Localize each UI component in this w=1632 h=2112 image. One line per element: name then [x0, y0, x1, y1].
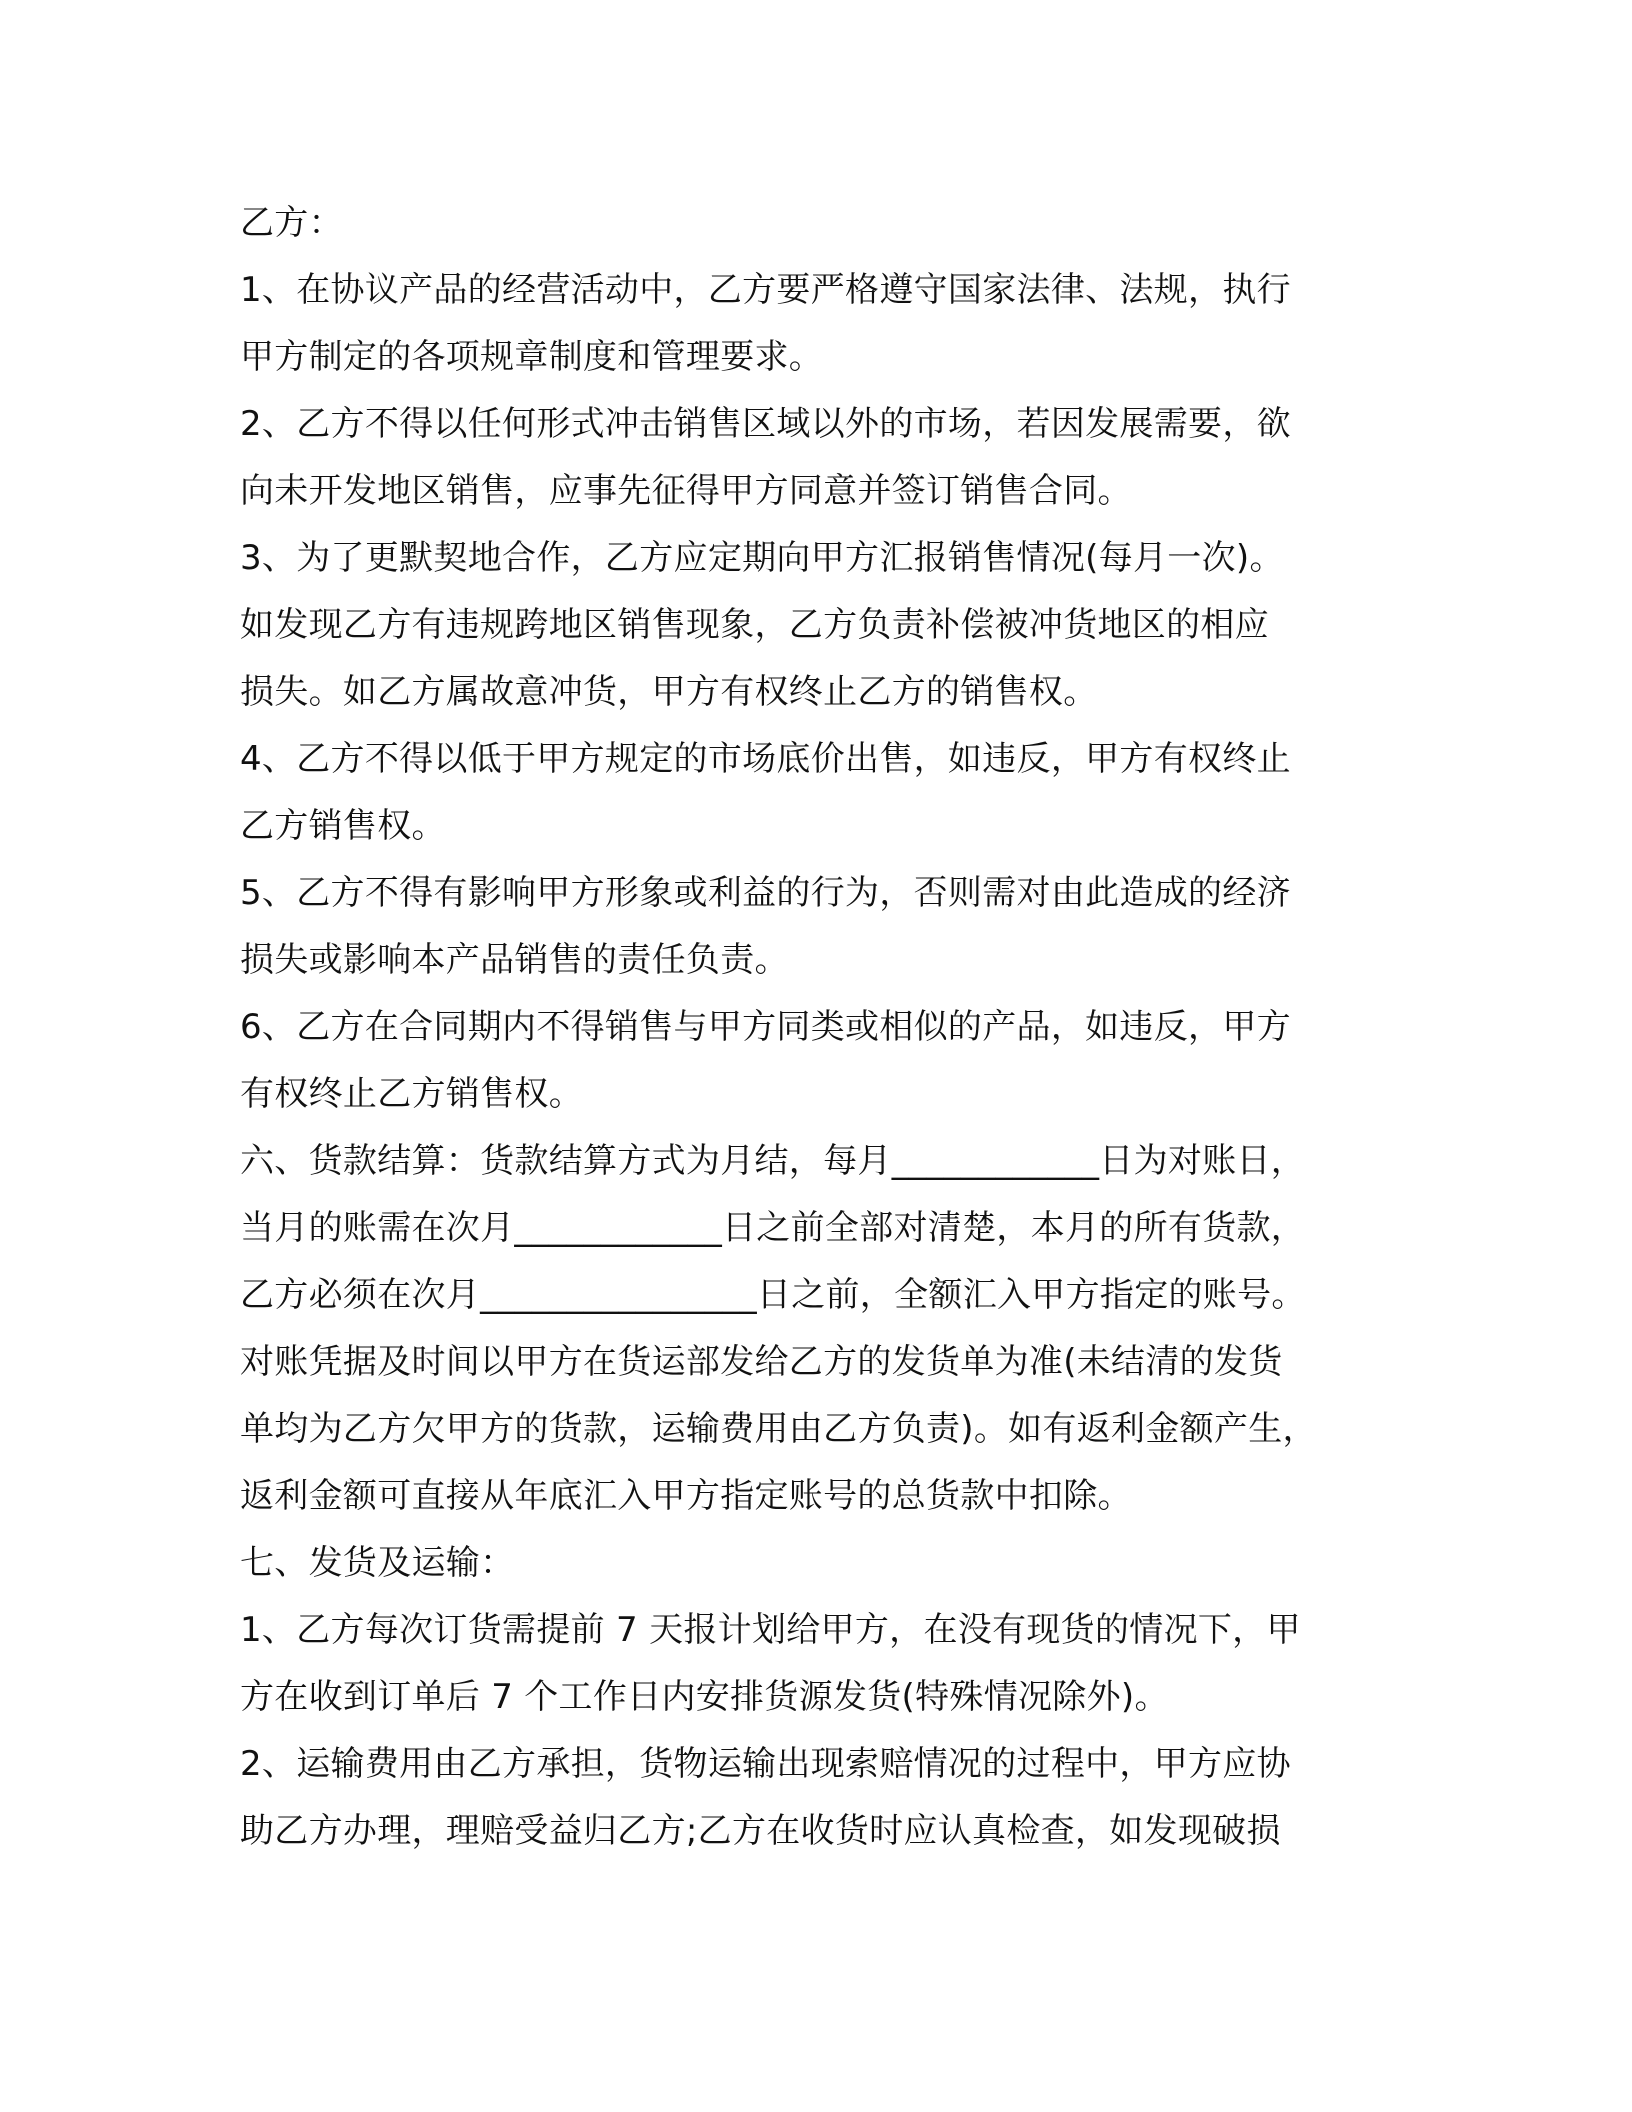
text-line: 方在收到订单后 7 个工作日内安排货源发货(特殊情况除外)。 [240, 1677, 1169, 1717]
text-line: 当月的账需在次月____________日之前全部对清楚，本月的所有货款， [240, 1208, 1306, 1248]
text-line: 有权终止乙方销售权。 [240, 1074, 583, 1114]
text-line: 向未开发地区销售，应事先征得甲方同意并签订销售合同。 [240, 471, 1132, 511]
text-line: 六、货款结算：货款结算方式为月结，每月____________日为对账日， [240, 1141, 1306, 1181]
text-line: 损失。如乙方属故意冲货，甲方有权终止乙方的销售权。 [240, 672, 1098, 712]
text-line: 甲方制定的各项规章制度和管理要求。 [240, 337, 824, 377]
text-line: 5、乙方不得有影响甲方形象或利益的行为，否则需对由此造成的经济 [240, 873, 1291, 913]
text-line: 七、发货及运输： [240, 1543, 515, 1583]
text-line: 6、乙方在合同期内不得销售与甲方同类或相似的产品，如违反，甲方 [240, 1007, 1291, 1047]
text-line: 2、乙方不得以任何形式冲击销售区域以外的市场，若因发展需要，欲 [240, 404, 1291, 444]
text-line: 1、在协议产品的经营活动中，乙方要严格遵守国家法律、法规，执行 [240, 270, 1291, 310]
text-line: 助乙方办理，理赔受益归乙方;乙方在收货时应认真检查，如发现破损 [240, 1811, 1281, 1851]
text-line: 1、乙方每次订货需提前 7 天报计划给甲方，在没有现货的情况下，甲 [240, 1610, 1301, 1650]
text-line: 3、为了更默契地合作，乙方应定期向甲方汇报销售情况(每月一次)。 [240, 538, 1284, 578]
text-line: 损失或影响本产品销售的责任负责。 [240, 940, 789, 980]
text-line: 对账凭据及时间以甲方在货运部发给乙方的发货单为准(未结清的发货 [240, 1342, 1283, 1382]
text-line: 单均为乙方欠甲方的货款，运输费用由乙方负责)。如有返利金额产生， [240, 1409, 1317, 1449]
text-line: 返利金额可直接从年底汇入甲方指定账号的总货款中扣除。 [240, 1476, 1132, 1516]
document-body [240, 190, 1390, 1865]
text-line: 乙方： [240, 203, 343, 243]
text-line: 4、乙方不得以低于甲方规定的市场底价出售，如违反，甲方有权终止 [240, 739, 1291, 779]
text-line: 如发现乙方有违规跨地区销售现象，乙方负责补偿被冲货地区的相应 [240, 605, 1269, 645]
text-line: 乙方必须在次月________________日之前，全额汇入甲方指定的账号。 [240, 1275, 1306, 1315]
text-line: 2、运输费用由乙方承担，货物运输出现索赔情况的过程中，甲方应协 [240, 1744, 1291, 1784]
text-line: 乙方销售权。 [240, 806, 446, 846]
